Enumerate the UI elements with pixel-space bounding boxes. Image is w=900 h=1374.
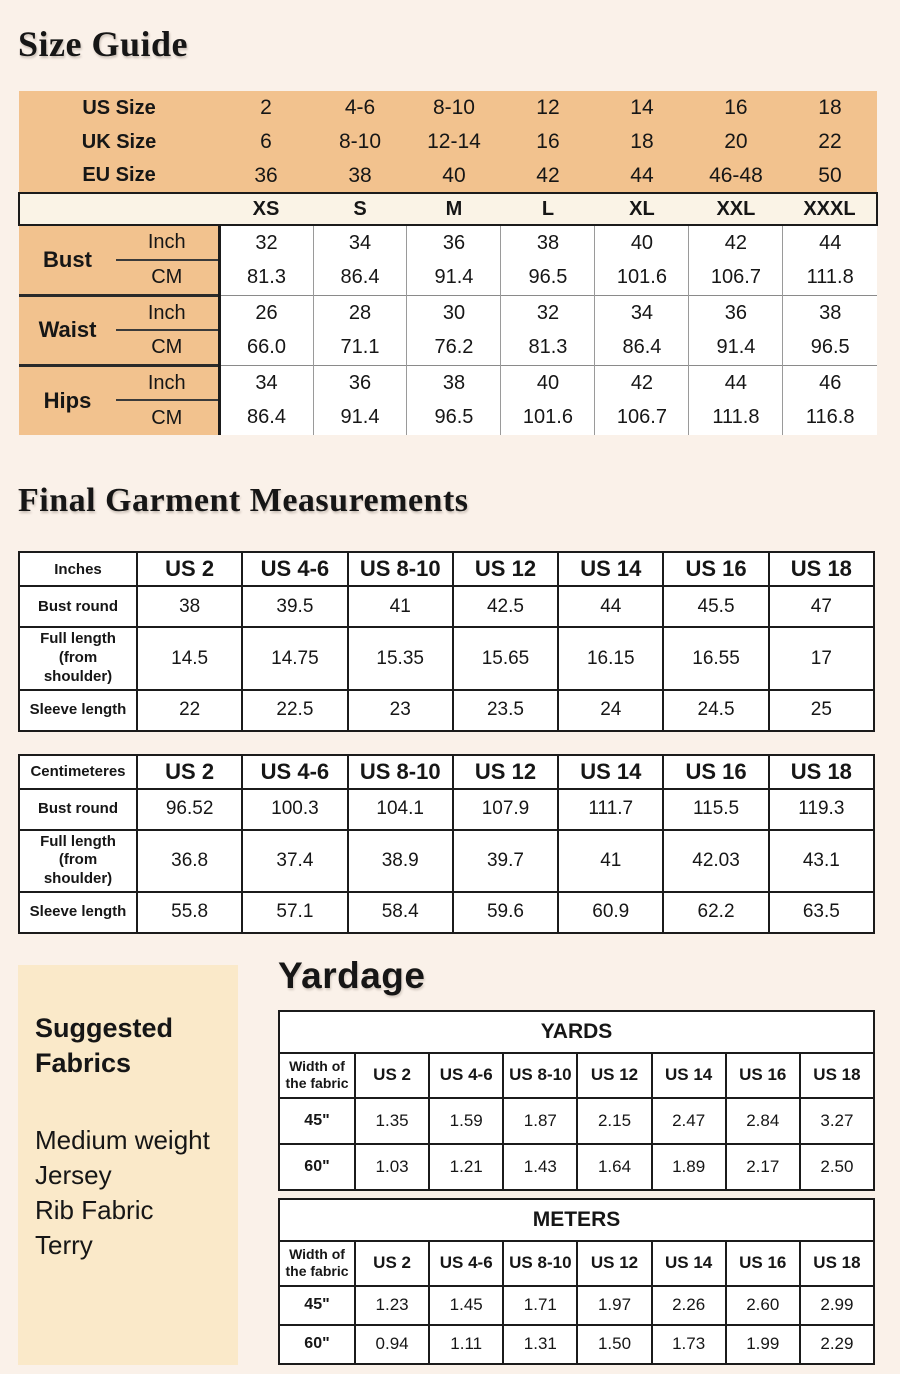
size-value-cell: 2	[219, 91, 313, 125]
measurement-cell: 45.5	[663, 586, 768, 627]
letter-sizes-header-section	[19, 193, 877, 225]
size-column-header: US 16	[663, 755, 768, 789]
yardage-section	[18, 956, 900, 1365]
yards-table	[278, 1010, 875, 1191]
measurement-cell: 81.3	[219, 260, 313, 295]
measurement-cell: 116.8	[783, 400, 877, 435]
measurement-cell: 42.5	[453, 586, 558, 627]
unit-label-cm: CM	[116, 260, 219, 295]
measurement-cell: 15.35	[348, 627, 453, 689]
measurement-cell: 28	[313, 295, 407, 330]
table-caption-yards: YARDS	[279, 1011, 874, 1053]
blank-cell	[19, 193, 219, 225]
yardage-cell: 1.99	[726, 1325, 800, 1364]
measurement-cell: 86.4	[595, 330, 689, 365]
measurement-cell: 42.03	[663, 830, 768, 892]
fabric-item: Medium weight	[35, 1125, 210, 1156]
measurement-cell: 44	[783, 225, 877, 260]
size-column-header: US 14	[558, 755, 663, 789]
yardage-cell: 1.35	[355, 1098, 429, 1144]
fabric-item: Terry	[35, 1230, 93, 1261]
fabric-item: Rib Fabric	[35, 1195, 154, 1226]
table-row-bust-round	[19, 789, 874, 830]
measurement-cell: 101.6	[595, 260, 689, 295]
size-value-cell: 12-14	[407, 125, 501, 159]
size-value-cell: 36	[219, 159, 313, 193]
measurement-cell: 41	[558, 830, 663, 892]
size-column-header: US 18	[769, 552, 874, 586]
measurement-cell: 36	[407, 225, 501, 260]
yardage-cell: 1.21	[429, 1144, 503, 1190]
size-column-header: US 18	[800, 1053, 874, 1098]
yardage-cell: 1.87	[503, 1098, 577, 1144]
size-column-header: US 12	[577, 1053, 651, 1098]
measurement-cell: 101.6	[501, 400, 595, 435]
measurement-cell: 38	[501, 225, 595, 260]
size-column-header: US 16	[663, 552, 768, 586]
measurement-cell: 42	[689, 225, 783, 260]
yardage-cell: 1.64	[577, 1144, 651, 1190]
measurement-cell: 16.55	[663, 627, 768, 689]
table-caption-row-meters	[279, 1199, 874, 1241]
size-value-cell: 6	[219, 125, 313, 159]
table-row-bust-cm	[19, 260, 877, 295]
unit-label-inch: Inch	[116, 365, 219, 400]
measurement-cell: 43.1	[769, 830, 874, 892]
section-title-final-garment: Final Garment Measurements	[18, 482, 469, 520]
size-value-cell: 40	[407, 159, 501, 193]
measurement-cell: 60.9	[558, 892, 663, 933]
yardage-cell: 1.11	[429, 1325, 503, 1364]
size-column-header: US 14	[652, 1053, 726, 1098]
row-label-us-size: US Size	[19, 91, 219, 125]
measurement-cell: 26	[219, 295, 313, 330]
unit-header-centimeters: Centimeteres	[19, 755, 137, 789]
size-column-header: US 2	[137, 755, 242, 789]
yardage-cell: 2.29	[800, 1325, 874, 1364]
measurement-cell: 96.5	[501, 260, 595, 295]
table-row-45in	[279, 1286, 874, 1325]
measurement-cell: 30	[407, 295, 501, 330]
yardage-cell: 1.50	[577, 1325, 651, 1364]
measurement-cell: 38	[783, 295, 877, 330]
group-label-bust: Bust	[19, 225, 116, 295]
yardage-cell: 2.60	[726, 1286, 800, 1325]
table-row-letter-sizes	[19, 193, 877, 225]
measurement-cell: 36	[689, 295, 783, 330]
size-value-cell: 22	[783, 125, 877, 159]
size-column-header: US 2	[137, 552, 242, 586]
measurement-cell: 96.52	[137, 789, 242, 830]
size-value-cell: 8-10	[313, 125, 407, 159]
unit-header-inches: Inches	[19, 552, 137, 586]
measurement-cell: 106.7	[595, 400, 689, 435]
measurement-cell: 15.65	[453, 627, 558, 689]
measurement-cell: 107.9	[453, 789, 558, 830]
fabric-width-header: Width of the fabric	[279, 1053, 355, 1098]
table-row-us-size	[19, 91, 877, 125]
yardage-cell: 2.50	[800, 1144, 874, 1190]
measurement-cell: 14.75	[242, 627, 347, 689]
measurement-cell: 40	[595, 225, 689, 260]
unit-label-cm: CM	[116, 400, 219, 435]
fabric-width-header: Width of the fabric	[279, 1241, 355, 1286]
letter-size-header: XXL	[689, 193, 783, 225]
size-value-cell: 50	[783, 159, 877, 193]
size-value-cell: 8-10	[407, 91, 501, 125]
measurement-cell: 106.7	[689, 260, 783, 295]
size-column-header: US 8-10	[348, 755, 453, 789]
row-label-45in: 45"	[279, 1286, 355, 1325]
measurement-cell: 22	[137, 690, 242, 731]
unit-label-cm: CM	[116, 330, 219, 365]
measurement-cell: 36.8	[137, 830, 242, 892]
measurement-cell: 32	[219, 225, 313, 260]
size-column-header: US 2	[355, 1053, 429, 1098]
measurement-cell: 38.9	[348, 830, 453, 892]
size-column-header: US 14	[652, 1241, 726, 1286]
measurement-cell: 104.1	[348, 789, 453, 830]
yardage-cell: 2.26	[652, 1286, 726, 1325]
measurement-cell: 86.4	[313, 260, 407, 295]
measurement-cell: 22.5	[242, 690, 347, 731]
unit-label-inch: Inch	[116, 225, 219, 260]
size-column-header: US 12	[453, 755, 558, 789]
size-column-header: US 16	[726, 1241, 800, 1286]
size-value-cell: 12	[501, 91, 595, 125]
size-value-cell: 42	[501, 159, 595, 193]
size-column-header: US 18	[800, 1241, 874, 1286]
measurement-cell: 39.7	[453, 830, 558, 892]
yardage-cell: 2.15	[577, 1098, 651, 1144]
table-header-row	[279, 1053, 874, 1098]
letter-size-header: L	[501, 193, 595, 225]
body-measurements-section	[19, 225, 877, 435]
size-column-header: US 8-10	[348, 552, 453, 586]
measurement-cell: 111.8	[783, 260, 877, 295]
yardage-cell: 1.23	[355, 1286, 429, 1325]
letter-size-header: XL	[595, 193, 689, 225]
measurement-cell: 91.4	[689, 330, 783, 365]
garment-measurements-centimeters-table	[18, 754, 875, 934]
suggested-fabrics-box	[18, 965, 238, 1365]
page-title: Size Guide	[18, 24, 189, 64]
measurement-cell: 39.5	[242, 586, 347, 627]
table-row-waist-cm	[19, 330, 877, 365]
measurement-cell: 96.5	[783, 330, 877, 365]
measurement-cell: 25	[769, 690, 874, 731]
measurement-cell: 47	[769, 586, 874, 627]
row-label-eu-size: EU Size	[19, 159, 219, 193]
measurement-cell: 17	[769, 627, 874, 689]
table-row-sleeve-length	[19, 690, 874, 731]
measurement-cell: 71.1	[313, 330, 407, 365]
measurement-cell: 86.4	[219, 400, 313, 435]
size-guide-document	[0, 24, 900, 1374]
size-column-header: US 4-6	[242, 755, 347, 789]
measurement-cell: 119.3	[769, 789, 874, 830]
size-column-header: US 4-6	[429, 1241, 503, 1286]
measurement-cell: 58.4	[348, 892, 453, 933]
table-caption-row-yards	[279, 1011, 874, 1053]
size-value-cell: 16	[689, 91, 783, 125]
garment-measurements-inches-table	[18, 551, 875, 731]
table-row-bust-inch	[19, 225, 877, 260]
size-column-header: US 2	[355, 1241, 429, 1286]
size-column-header: US 12	[453, 552, 558, 586]
size-value-cell: 14	[595, 91, 689, 125]
size-column-header: US 14	[558, 552, 663, 586]
measurement-cell: 41	[348, 586, 453, 627]
size-value-cell: 18	[783, 91, 877, 125]
measurement-cell: 111.8	[689, 400, 783, 435]
yardage-cell: 3.27	[800, 1098, 874, 1144]
measurement-cell: 38	[407, 365, 501, 400]
yardage-cell: 0.94	[355, 1325, 429, 1364]
group-label-waist: Waist	[19, 295, 116, 365]
measurement-cell: 46	[783, 365, 877, 400]
row-label-45in: 45"	[279, 1098, 355, 1144]
table-row-full-length	[19, 627, 874, 689]
measurement-cell: 24.5	[663, 690, 768, 731]
yardage-cell: 2.17	[726, 1144, 800, 1190]
table-row-45in	[279, 1098, 874, 1144]
table-row-eu-size	[19, 159, 877, 193]
measurement-cell: 38	[137, 586, 242, 627]
measurement-cell: 32	[501, 295, 595, 330]
unit-label-inch: Inch	[116, 295, 219, 330]
table-header-row-inches	[19, 552, 874, 586]
measurement-cell: 91.4	[313, 400, 407, 435]
measurement-cell: 59.6	[453, 892, 558, 933]
yardage-cell: 2.99	[800, 1286, 874, 1325]
yardage-cell: 1.03	[355, 1144, 429, 1190]
measurement-cell: 16.15	[558, 627, 663, 689]
size-value-cell: 38	[313, 159, 407, 193]
row-label-bust-round: Bust round	[19, 789, 137, 830]
yardage-column	[278, 956, 875, 1365]
meters-table	[278, 1198, 875, 1365]
measurement-cell: 57.1	[242, 892, 347, 933]
measurement-cell: 91.4	[407, 260, 501, 295]
suggested-fabrics-list	[35, 1123, 228, 1263]
measurement-cell: 66.0	[219, 330, 313, 365]
table-row-full-length	[19, 830, 874, 892]
measurement-cell: 24	[558, 690, 663, 731]
row-label-60in: 60"	[279, 1325, 355, 1364]
yardage-cell: 1.73	[652, 1325, 726, 1364]
fabric-item: Jersey	[35, 1160, 112, 1191]
letter-size-header: XXXL	[783, 193, 877, 225]
measurement-cell: 62.2	[663, 892, 768, 933]
size-value-cell: 16	[501, 125, 595, 159]
yardage-cell: 1.97	[577, 1286, 651, 1325]
yardage-cell: 1.89	[652, 1144, 726, 1190]
measurement-cell: 44	[558, 586, 663, 627]
yardage-cell: 1.31	[503, 1325, 577, 1364]
measurement-cell: 14.5	[137, 627, 242, 689]
letter-size-header: XS	[219, 193, 313, 225]
measurement-cell: 37.4	[242, 830, 347, 892]
size-column-header: US 18	[769, 755, 874, 789]
measurement-cell: 34	[313, 225, 407, 260]
table-header-row-centimeters	[19, 755, 874, 789]
letter-size-header: M	[407, 193, 501, 225]
measurement-cell: 23	[348, 690, 453, 731]
measurement-cell: 115.5	[663, 789, 768, 830]
letter-size-header: S	[313, 193, 407, 225]
row-label-sleeve-length: Sleeve length	[19, 892, 137, 933]
yardage-cell: 1.43	[503, 1144, 577, 1190]
table-caption-meters: METERS	[279, 1199, 874, 1241]
size-value-cell: 4-6	[313, 91, 407, 125]
table-row-hips-inch	[19, 365, 877, 400]
size-column-header: US 12	[577, 1241, 651, 1286]
measurement-cell: 44	[689, 365, 783, 400]
size-column-header: US 8-10	[503, 1053, 577, 1098]
row-label-bust-round: Bust round	[19, 586, 137, 627]
row-label-60in: 60"	[279, 1144, 355, 1190]
group-label-hips: Hips	[19, 365, 116, 435]
size-guide-table	[18, 91, 878, 435]
measurement-cell: 34	[219, 365, 313, 400]
yardage-cell: 1.59	[429, 1098, 503, 1144]
international-sizes-section	[19, 91, 877, 193]
table-row-60in	[279, 1144, 874, 1190]
size-value-cell: 46-48	[689, 159, 783, 193]
size-column-header: US 8-10	[503, 1241, 577, 1286]
table-row-waist-inch	[19, 295, 877, 330]
measurement-cell: 55.8	[137, 892, 242, 933]
size-column-header: US 4-6	[429, 1053, 503, 1098]
size-value-cell: 20	[689, 125, 783, 159]
row-label-full-length: Full length (from shoulder)	[19, 627, 137, 689]
size-column-header: US 16	[726, 1053, 800, 1098]
measurement-cell: 23.5	[453, 690, 558, 731]
measurement-cell: 81.3	[501, 330, 595, 365]
table-row-hips-cm	[19, 400, 877, 435]
yardage-title: Yardage	[278, 954, 426, 996]
measurement-cell: 111.7	[558, 789, 663, 830]
size-value-cell: 18	[595, 125, 689, 159]
suggested-fabrics-title: Suggested Fabrics	[35, 1012, 174, 1079]
table-header-row	[279, 1241, 874, 1286]
measurement-cell: 76.2	[407, 330, 501, 365]
yardage-cell: 1.45	[429, 1286, 503, 1325]
measurement-cell: 96.5	[407, 400, 501, 435]
size-value-cell: 44	[595, 159, 689, 193]
measurement-cell: 100.3	[242, 789, 347, 830]
measurement-cell: 34	[595, 295, 689, 330]
table-row-60in	[279, 1325, 874, 1364]
yardage-cell: 1.71	[503, 1286, 577, 1325]
yardage-cell: 2.84	[726, 1098, 800, 1144]
measurement-cell: 63.5	[769, 892, 874, 933]
measurement-cell: 42	[595, 365, 689, 400]
row-label-sleeve-length: Sleeve length	[19, 690, 137, 731]
table-row-bust-round	[19, 586, 874, 627]
table-row-uk-size	[19, 125, 877, 159]
measurement-cell: 40	[501, 365, 595, 400]
row-label-full-length: Full length (from shoulder)	[19, 830, 137, 892]
row-label-uk-size: UK Size	[19, 125, 219, 159]
measurement-cell: 36	[313, 365, 407, 400]
table-row-sleeve-length	[19, 892, 874, 933]
size-column-header: US 4-6	[242, 552, 347, 586]
yardage-cell: 2.47	[652, 1098, 726, 1144]
